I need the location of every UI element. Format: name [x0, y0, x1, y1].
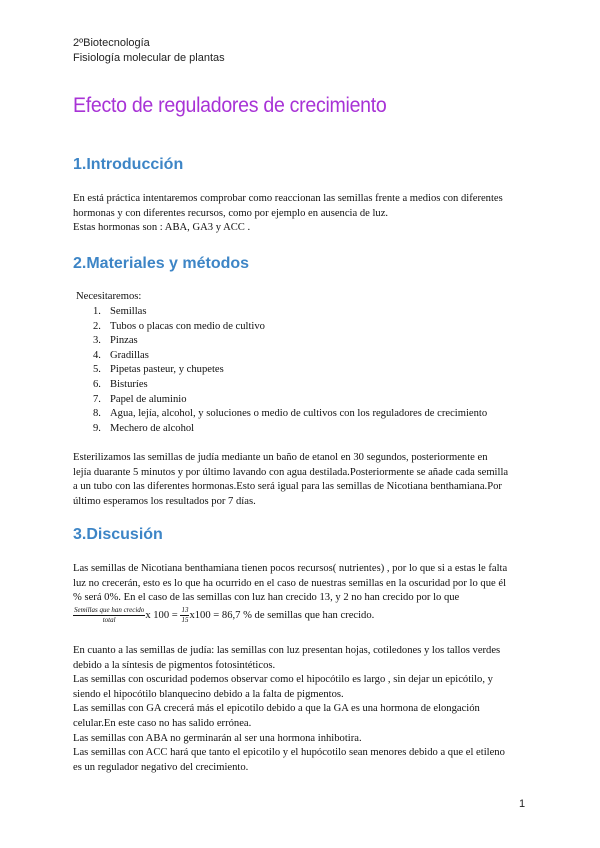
intro-heading: 1.Introducción	[73, 156, 184, 173]
methods-heading: 2.Materiales y métodos	[73, 255, 250, 272]
list-item	[93, 378, 148, 393]
list-item-text: Mechero de alcohol	[110, 422, 195, 434]
discussion-line: luz no crecerán, esto es lo que ha ocurrido en el caso de nuestras semillas en la oscuridad por lo que él	[73, 577, 507, 589]
header-course: 2ºBiotecnología	[73, 37, 150, 49]
discussion-line: % será 0%. En el caso de las semillas con luz han crecido 13, y 2 no han crecido por lo que	[73, 592, 460, 604]
page-number: 1	[519, 798, 526, 810]
formula-end: x100 = 86,7 % de semillas que han crecido.	[189, 610, 375, 621]
list-item-text: Semillas	[110, 306, 147, 317]
fraction-denominator: total	[102, 616, 116, 625]
discussion-line: En cuanto a las semillas de judía: las semillas con luz presentan hojas, cotiledones y los tallos verdes	[73, 645, 501, 656]
header-subject: Fisiología molecular de plantas	[73, 52, 225, 64]
formula-line	[73, 606, 528, 626]
methods-line: a un tubo con las diferentes hormonas.Esto será igual para las semillas de Nicotiana benthamiana.Por	[73, 481, 502, 493]
intro-line: hormonas y con diferentes recursos, como por ejemplo en ausencia de luz.	[73, 207, 389, 219]
document-header	[73, 36, 225, 66]
list-item-text: Tubos o placas con medio de cultivo	[110, 320, 265, 332]
fraction-numerator: 13	[181, 606, 189, 615]
list-item	[93, 320, 265, 335]
fraction-denominator: 15	[181, 616, 189, 625]
discussion-line: Las semillas con ACC hará que tanto el epicotilo y el hupócotilo sean menores debido a que el etileno	[73, 747, 505, 759]
intro-line: Estas hormonas son : ABA, GA3 y ACC .	[73, 222, 251, 234]
list-item-text: Pinzas	[110, 335, 138, 347]
discussion-line: Las semillas con GA crecerá más el epicotilo debido a que la GA es una hormona de elongación	[73, 703, 480, 715]
list-item-number: 6.	[93, 378, 101, 390]
list-item	[93, 349, 149, 364]
discussion-line: siendo el hipocótilo blanquecino debido a la falta de pigmentos.	[73, 688, 344, 700]
list-item-text: Agua, lejía, alcohol, y soluciones o medio de cultivos con los reguladores de crecimiento	[110, 408, 488, 420]
discussion-heading: 3.Discusión	[73, 526, 163, 543]
list-item	[93, 305, 147, 320]
list-item-number: 1.	[93, 306, 101, 317]
list-item	[93, 334, 138, 349]
list-item	[93, 363, 224, 378]
list-item-number: 4.	[93, 349, 101, 361]
methods-lead: Necesitaremos:	[76, 291, 142, 302]
materials-list	[93, 305, 488, 436]
discussion-line: Las semillas con oscuridad podemos observar como el hipocótilo es largo , sin dejar un epicótilo, y	[73, 674, 493, 686]
list-item-number: 2.	[93, 320, 101, 332]
discussion-line: debido a la síntesis de pigmentos fotosintéticos.	[73, 659, 276, 671]
list-item-number: 5.	[93, 364, 101, 376]
discussion-line: Las semillas con ABA no germinarán al ser una hormona inhibotira.	[73, 732, 362, 744]
discussion-line: celular.En este caso no has salido errónea.	[73, 717, 252, 729]
intro-paragraph	[73, 192, 528, 236]
list-item-number: 8.	[93, 408, 101, 420]
discussion-line: Las semillas de Nicotiana benthamiana tienen pocos recursos( nutrientes) , por lo que si a estas le falta	[73, 563, 508, 574]
discussion-paragraph-2	[73, 644, 528, 775]
discussion-line: es un regulador negativo del crecimiento.	[73, 761, 249, 773]
list-item	[93, 422, 195, 437]
list-item-text: Pipetas pasteur, y chupetes	[110, 364, 224, 376]
list-item-number: 3.	[93, 335, 101, 347]
list-item-number: 9.	[93, 422, 101, 434]
list-item-text: Bisturíes	[110, 378, 148, 390]
list-item-text: Papel de aluminio	[110, 393, 187, 405]
methods-paragraph	[73, 451, 528, 509]
list-item	[93, 393, 187, 408]
list-item-number: 7.	[93, 393, 101, 405]
document-title: Efecto de reguladores de crecimiento	[73, 94, 387, 117]
methods-line: lejía duarante 5 minutos y por último lavando con agua destilada.Posteriormente se añade cada semilla	[73, 466, 509, 478]
formula-mid: x 100 =	[145, 610, 178, 621]
methods-line: último esperamos los resultados por 7 días.	[73, 495, 256, 507]
intro-line: En está práctica intentaremos comprobar como reaccionan las semillas frente a medios con diferentes	[73, 193, 503, 204]
list-item	[93, 407, 488, 422]
methods-line: Esterilizamos las semillas de judía mediante un baño de etanol en 30 segundos, posteriormente en	[73, 452, 488, 463]
fraction-numerator: Semillas que han crecido	[74, 606, 145, 615]
fraction-semillas	[73, 606, 145, 625]
discussion-paragraph-1	[73, 562, 528, 606]
list-item-text: Gradillas	[110, 349, 149, 361]
